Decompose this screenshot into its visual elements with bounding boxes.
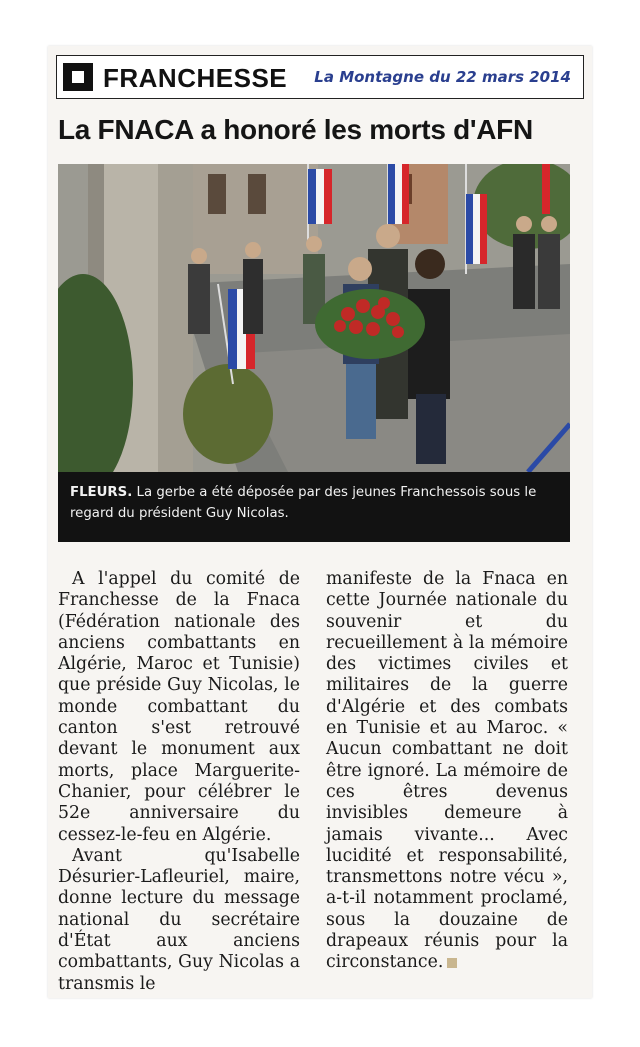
end-mark-icon <box>447 958 457 968</box>
article-column-left <box>58 569 300 995</box>
article-headline: La FNACA a honoré les morts d'AFN <box>58 114 533 145</box>
caption-text: La gerbe a été déposée par des jeunes Franchessois sous le regard du président Guy Nicolas. <box>70 485 537 521</box>
section-square-icon <box>63 63 93 91</box>
source-line: La Montagne du 22 mars 2014 <box>314 68 571 86</box>
article-paragraph: Avant qu'Isabelle Désurier-Lafleuriel, maire, donne lecture du message national du secrétaire d'État aux anciens combattants, Guy Nicolas a transmis le <box>58 845 300 994</box>
article-paragraph <box>326 569 568 974</box>
article-paragraph-text: manifeste de la Fnaca en cette Journée nationale du souvenir et du recueillement à la mémoire des victimes civiles et militaires de la guerre d'Algérie et des combats en Tunisie et au Maroc. « Aucun combattant ne doit être ignoré. La mémoire de ces êtres devenus invisibles demeure à jamais vivante... Avec lucidité et responsabilité, transmettons notre vécu », a-t-il notamment proclamé, sous la douzaine de drapeaux réunis pour la circonstance. <box>326 569 568 973</box>
article-paragraph: A l'appel du comité de Franchesse de la Fnaca (Fédération nationale des anciens combattants en Algérie, Maroc et Tunisie) que préside Guy Nicolas, le monde combattant du canton s'est retrouvé devant le monument aux morts, place Marguerite-Chanier, pour célébrer le 52e anniversaire du cessez-le-feu en Algérie. <box>58 569 300 845</box>
photo-caption <box>58 472 570 542</box>
section-title: FRANCHESSE <box>103 63 288 93</box>
clipping-header <box>56 55 584 99</box>
caption-lead: FLEURS. <box>70 485 133 500</box>
article-photo <box>58 164 570 472</box>
newspaper-clipping <box>48 46 592 998</box>
ceremony-photo-illustration <box>58 164 570 472</box>
article-column-right <box>326 569 568 974</box>
